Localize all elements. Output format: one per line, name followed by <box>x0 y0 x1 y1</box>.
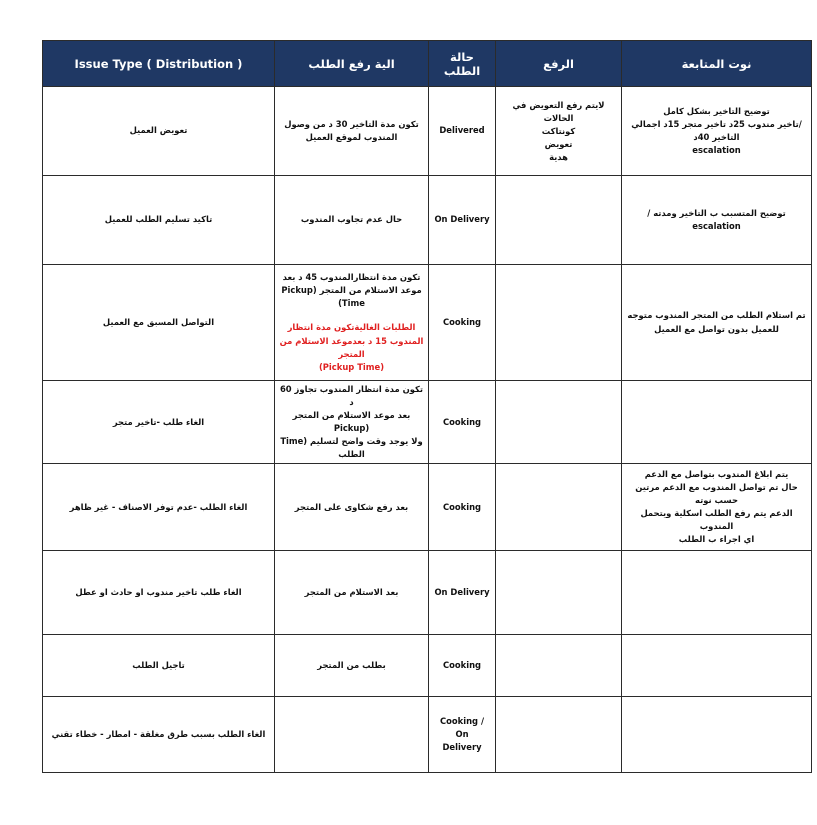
cell-line: On Delivery <box>434 214 490 225</box>
cell-line: كونتاكت <box>541 126 576 137</box>
escalation-cell <box>496 697 622 773</box>
cell-line: تكون مدة التاخير 30 د من وصول <box>284 118 419 129</box>
escalation-cell <box>496 87 622 176</box>
cell-line: تكون مدة انتظار المندوب تجاوز 60 د <box>279 384 424 408</box>
issue-type-cell <box>43 381 275 464</box>
cell-line: اي اجراء ب الطلب <box>678 534 755 545</box>
issue-type-cell <box>43 464 275 551</box>
followup-cell <box>622 265 812 381</box>
cell-line: Delivered <box>439 125 485 136</box>
mechanism-cell <box>275 635 429 697</box>
table-row <box>43 265 812 381</box>
cell-line: Cooking <box>442 660 482 671</box>
cell-line: (Pickup Time) <box>318 361 385 372</box>
table-row <box>43 551 812 635</box>
cell-line: توضيح المتسبب ب التاخير ومدته / escalation <box>647 207 786 231</box>
cell-line: Cooking <box>442 316 482 327</box>
table-row <box>43 464 812 551</box>
cell-line: Cooking <box>442 501 482 512</box>
status-cell <box>429 87 496 176</box>
cell-line: المندوب 15 د بعدموعد الاستلام من <box>279 335 424 346</box>
mechanism-cell <box>275 464 429 551</box>
cell-line: موعد الاستلام من المتجر (Pickup Time) <box>281 285 422 309</box>
table-row <box>43 381 812 464</box>
header-escalation: الرفع <box>496 41 622 87</box>
cell-line: On Delivery <box>434 587 490 598</box>
table-row <box>43 176 812 265</box>
escalation-cell <box>496 381 622 464</box>
issue-type-cell <box>43 87 275 176</box>
cell-line: الطلبات الغاليةتكون مدة انتظار <box>287 322 416 333</box>
mechanism-cell <box>275 176 429 265</box>
header-row <box>43 41 812 87</box>
cell-line: تعويض <box>544 139 573 150</box>
escalation-cell <box>496 635 622 697</box>
status-cell <box>429 697 496 773</box>
followup-cell <box>622 176 812 265</box>
status-cell <box>429 551 496 635</box>
cell-line: بعد الاستلام من المتجر <box>304 587 399 598</box>
cell-line: المندوب لموقع العميل <box>305 132 398 142</box>
cell-line: escalation <box>692 145 741 156</box>
issue-type-cell <box>43 635 275 697</box>
spacer <box>279 310 424 321</box>
followup-cell <box>622 697 812 773</box>
cell-line: بعد رفع شكاوى على المتجر <box>294 501 409 512</box>
status-cell <box>429 265 496 381</box>
cell-line: بعد موعد الاستلام من المتجر (Pickup <box>292 410 411 434</box>
cell-line: Delivery <box>442 742 482 753</box>
issue-type-cell <box>43 176 275 265</box>
status-cell <box>429 381 496 464</box>
cell-line: بطلب من المتجر <box>317 660 386 671</box>
status-cell <box>429 176 496 265</box>
followup-cell <box>622 381 812 464</box>
cell-line: الطلب <box>338 449 365 460</box>
escalation-cell <box>496 551 622 635</box>
mechanism-cell <box>275 697 429 773</box>
issue-type-text: التواصل المسبق مع العميل <box>102 316 215 327</box>
cell-line: Time) ولا يوجد وقت واضح لتسليم <box>280 436 423 447</box>
cell-line: للعميل بدون تواصل مع العميل <box>654 323 779 334</box>
escalation-table <box>42 40 812 773</box>
cell-line: Cooking / On <box>439 716 485 740</box>
cell-line: حال عدم تجاوب المندوب <box>300 214 403 225</box>
issue-type-cell <box>43 265 275 381</box>
followup-cell <box>622 635 812 697</box>
issue-type-text: تاجيل الطلب <box>132 660 185 671</box>
status-cell <box>429 635 496 697</box>
cell-line: هدية <box>549 152 568 163</box>
cell-line: Cooking <box>442 416 482 427</box>
header-status: حالة الطلب <box>429 41 496 87</box>
followup-cell <box>622 551 812 635</box>
cell-line: المتجر <box>338 348 365 359</box>
cell-line: لايتم رفع التعويض في الحالات <box>512 100 605 124</box>
table-row <box>43 87 812 176</box>
mechanism-cell <box>275 551 429 635</box>
cell-line: يتم ابلاغ المندوب بتواصل مع الدعم <box>644 469 789 480</box>
escalation-cell <box>496 265 622 381</box>
cell-line: تم استلام الطلب من المتجر المندوب متوجه <box>627 310 806 321</box>
cell-line: توضيح التاخير بشكل كامل <box>663 105 770 116</box>
table-row <box>43 635 812 697</box>
mechanism-cell <box>275 265 429 381</box>
header-issue-type: Issue Type ( Distribution ) <box>43 41 275 87</box>
escalation-cell <box>496 176 622 265</box>
issue-type-text: الغاء طلب -تاخير متجر <box>112 416 205 427</box>
header-mechanism: الية رفع الطلب <box>275 41 429 87</box>
mechanism-cell <box>275 87 429 176</box>
issue-type-text: الغاء الطلب بسبب طرق مغلقة - امطار - خطاء تقني <box>51 729 266 740</box>
cell-line: حال تم تواصل المندوب مع الدعم مرتين حسب نوته <box>635 482 798 506</box>
followup-cell <box>622 87 812 176</box>
cell-line: /تاخير مندوب 25د تاخير متجر 15د اجمالي التاخير 40د <box>631 118 802 142</box>
header-followup: نوت المتابعة <box>622 41 812 87</box>
issue-type-cell <box>43 697 275 773</box>
cell-line: تكون مدة انتظارالمندوب 45 د بعد <box>282 272 421 283</box>
table-row <box>43 697 812 773</box>
issue-type-text: تاكيد تسليم الطلب للعميل <box>104 214 213 225</box>
issue-type-text: تعويض العميل <box>129 125 188 136</box>
cell-line: الدعم يتم رفع الطلب اسكلية ويتحمل المندوب <box>640 508 793 532</box>
followup-cell <box>622 464 812 551</box>
mechanism-cell <box>275 381 429 464</box>
status-cell <box>429 464 496 551</box>
escalation-cell <box>496 464 622 551</box>
issue-type-text: الغاء الطلب -عدم توفر الاصناف - غير ظاهر <box>69 501 248 512</box>
issue-type-text: الغاء طلب تاخير مندوب او حادث او عطل <box>75 587 242 598</box>
issue-type-cell <box>43 551 275 635</box>
